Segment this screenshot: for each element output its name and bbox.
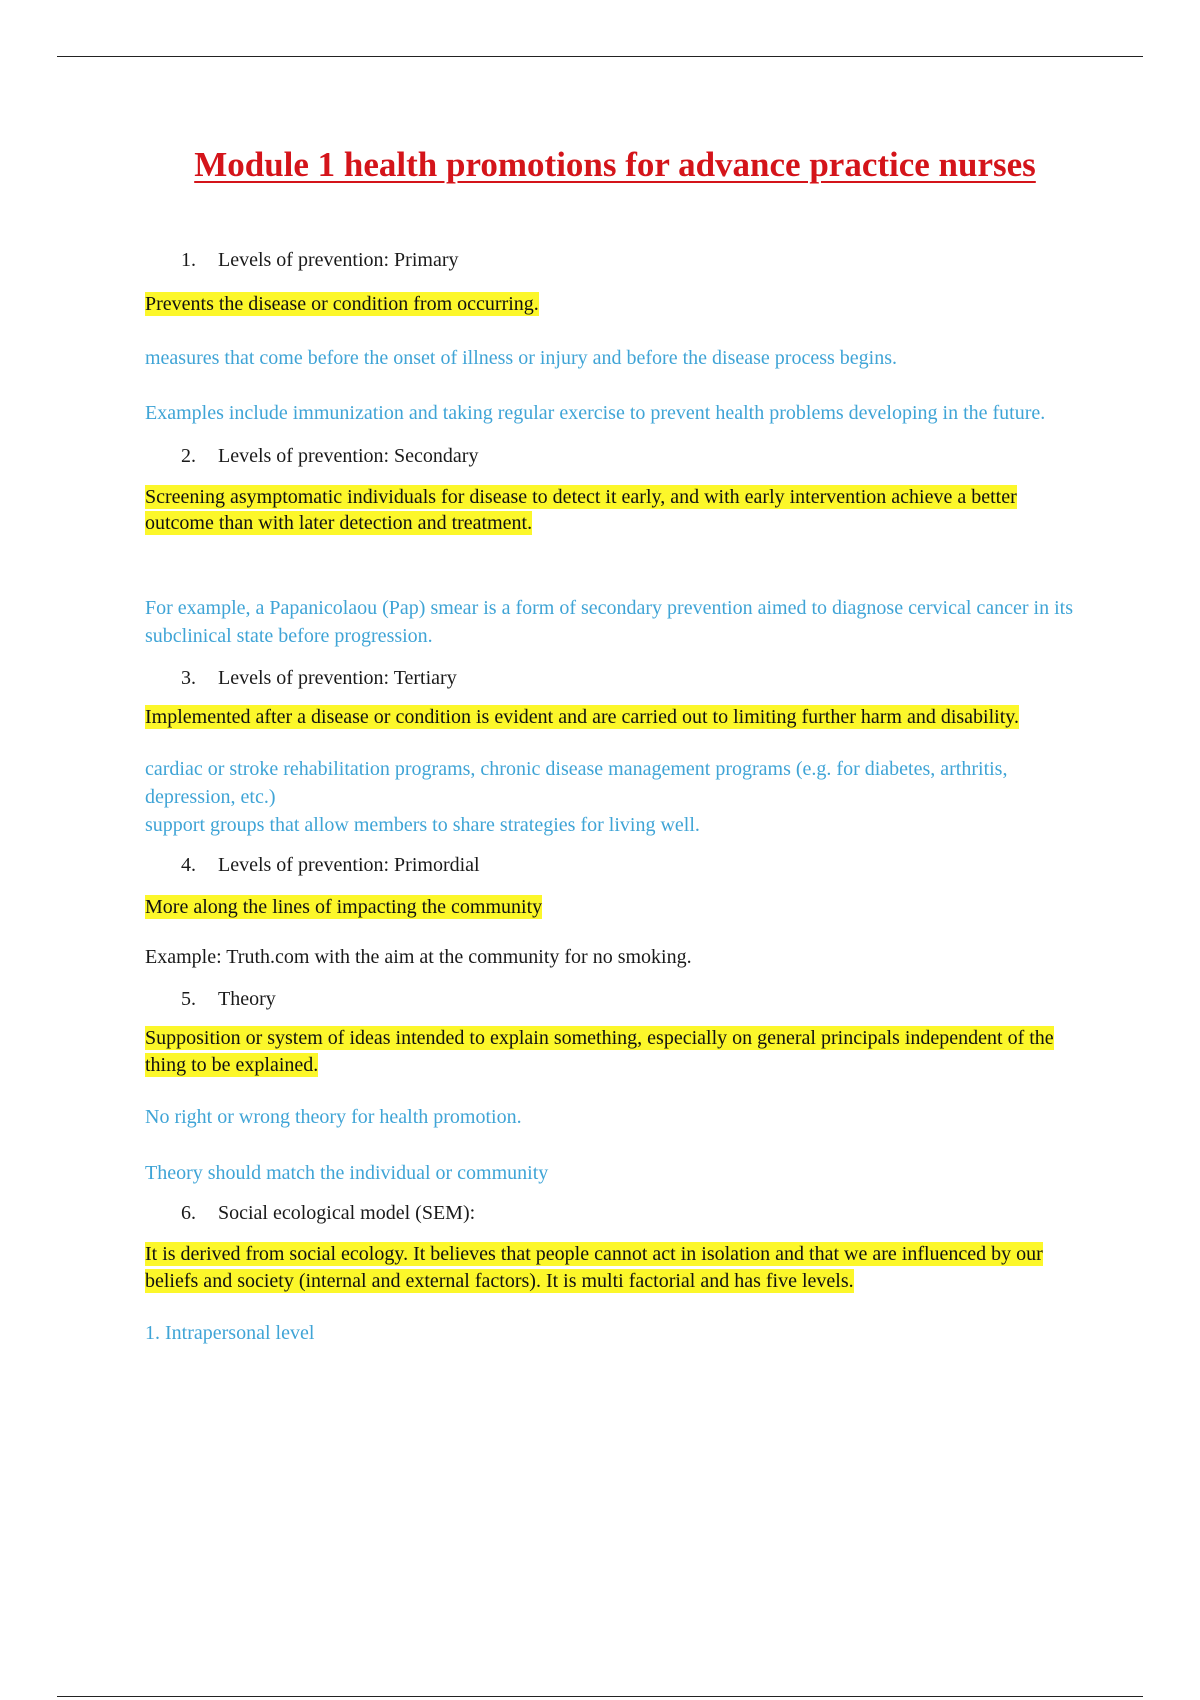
document-title: Module 1 health promotions for advance practice nurses bbox=[194, 145, 1036, 184]
section-heading-text: Levels of prevention: Primordial bbox=[218, 854, 480, 876]
section-heading-text: Levels of prevention: Primary bbox=[218, 249, 459, 271]
section-number: 4. bbox=[181, 854, 196, 876]
section-heading-sem bbox=[145, 1199, 1080, 1227]
section-number: 1. bbox=[181, 249, 196, 271]
note-text: Theory should match the individual or community bbox=[145, 1162, 549, 1184]
highlighted-definition: More along the lines of impacting the community bbox=[145, 896, 543, 918]
note-text: measures that come before the onset of illness or injury and before the disease process begins. bbox=[145, 347, 897, 369]
section-heading-primary bbox=[145, 246, 1080, 274]
bottom-rule bbox=[57, 1696, 1143, 1697]
document-body bbox=[145, 246, 1080, 1347]
note-text: support groups that allow members to share strategies for living well. bbox=[145, 814, 700, 836]
section-heading-text: Levels of prevention: Tertiary bbox=[218, 667, 457, 689]
section-heading-secondary bbox=[145, 442, 1080, 470]
note-text: No right or wrong theory for health promotion. bbox=[145, 1106, 522, 1128]
section-heading-primordial bbox=[145, 851, 1080, 879]
section-number: 6. bbox=[181, 1202, 196, 1224]
highlighted-definition: Screening asymptomatic individuals for disease to detect it early, and with early intervention achieve a better outcome than with later detection and treatment. bbox=[145, 486, 1017, 534]
highlighted-definition: Implemented after a disease or condition is evident and are carried out to limiting further harm and disability. bbox=[145, 706, 1019, 728]
section-heading-text: Theory bbox=[218, 988, 276, 1010]
highlighted-definition: It is derived from social ecology. It believes that people cannot act in isolation and that we are influenced by our beliefs and society (internal and external factors). It is multi factorial and has five levels. bbox=[145, 1243, 1043, 1292]
section-number: 2. bbox=[181, 445, 196, 467]
section-heading-tertiary bbox=[145, 664, 1080, 692]
note-text: cardiac or stroke rehabilitation programs, chronic disease management programs (e.g. for diabetes, arthritis, depression, etc.) bbox=[145, 758, 1008, 808]
note-text: Examples include immunization and taking regular exercise to prevent health problems developing in the future. bbox=[145, 402, 1046, 424]
note-text: Example: Truth.com with the aim at the community for no smoking. bbox=[145, 946, 692, 968]
highlighted-definition: Supposition or system of ideas intended to explain something, especially on general principals independent of the thing to be explained. bbox=[145, 1027, 1054, 1076]
section-number: 5. bbox=[181, 988, 196, 1010]
section-number: 3. bbox=[181, 667, 196, 689]
section-heading-text: Levels of prevention: Secondary bbox=[218, 445, 479, 467]
note-text: 1. Intrapersonal level bbox=[145, 1322, 315, 1344]
top-rule bbox=[57, 56, 1143, 57]
note-text: For example, a Papanicolaou (Pap) smear is a form of secondary prevention aimed to diagnose cervical cancer in its subclinical state before progression. bbox=[145, 597, 1073, 647]
highlighted-definition: Prevents the disease or condition from occurring. bbox=[145, 293, 539, 315]
section-heading-theory bbox=[145, 985, 1080, 1013]
section-heading-text: Social ecological model (SEM): bbox=[218, 1202, 476, 1224]
